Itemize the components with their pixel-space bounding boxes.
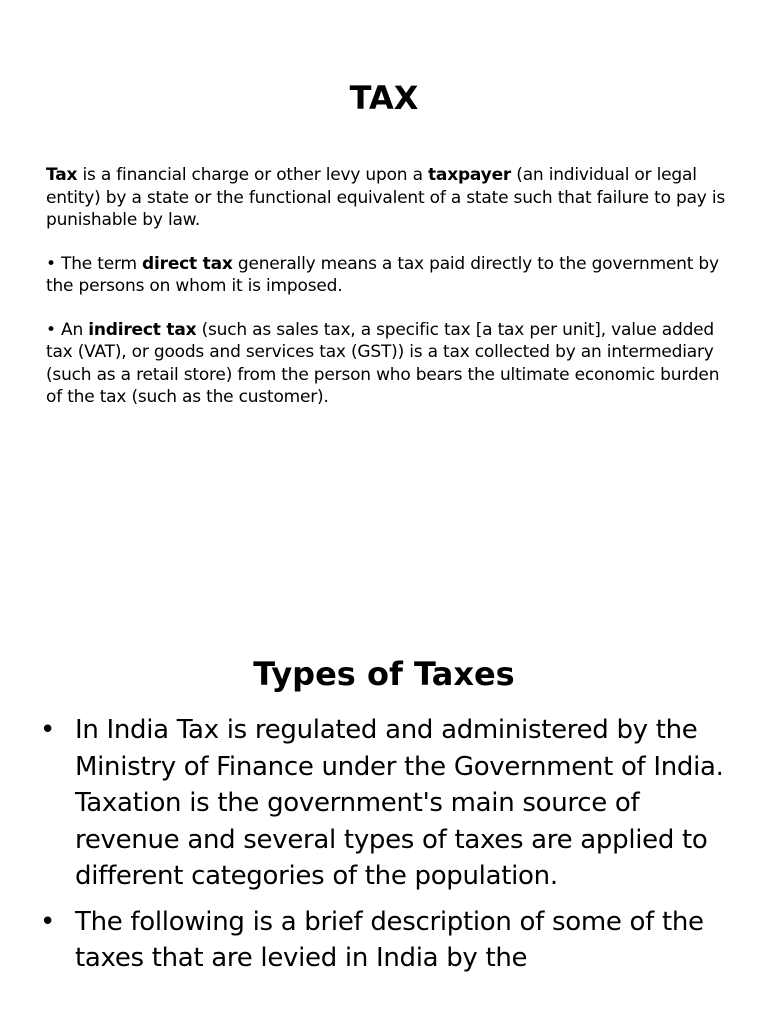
- list-item: [40, 712, 730, 895]
- list-item: [40, 904, 730, 977]
- slide-title: Types of Taxes: [253, 655, 515, 693]
- list-item-text: In India Tax is regulated and administered by the Ministry of Finance under the Government of India. Taxation is the government's main source of revenue and several types of taxes are applied to different categories of the population.: [75, 715, 724, 891]
- paragraph-prefix: • The term: [46, 253, 143, 274]
- bullet-glyph: •: [40, 906, 56, 937]
- paragraph-tax-definition: [46, 164, 726, 232]
- paragraph-text: (such as sales tax, a specific tax [a tax per unit], value added tax (VAT), or goods and services tax (GST)) is a tax collected by an intermediary (such as a retail store) from the person who bears the ultimate economic burden of the tax (such as the customer).: [46, 319, 720, 407]
- slide-types-of-taxes: [0, 576, 768, 1024]
- paragraph-text: is a financial charge or other levy upon a: [77, 165, 428, 185]
- list-item-text: The following is a brief description of some of the taxes that are levied in India by the: [75, 906, 704, 973]
- paragraph-indirect-tax: [46, 319, 726, 409]
- slide-title: TAX: [349, 79, 419, 117]
- paragraph-text: generally means a tax paid directly to the government by the persons on whom it is imposed.: [46, 253, 719, 296]
- paragraph-prefix: • An: [46, 319, 89, 340]
- bullet-glyph: •: [40, 715, 56, 745]
- slide-body: [46, 164, 726, 430]
- paragraph-direct-tax: [46, 253, 726, 298]
- bullet-list: [40, 712, 730, 986]
- term-tax: Tax: [46, 165, 78, 185]
- paragraph-text: (an individual or legal entity) by a state or the functional equivalent of a state such that failure to pay is punishable by law.: [46, 165, 726, 230]
- term-direct-tax: direct tax: [142, 253, 233, 274]
- term-taxpayer: taxpayer: [428, 165, 512, 185]
- term-indirect-tax: indirect tax: [88, 319, 197, 340]
